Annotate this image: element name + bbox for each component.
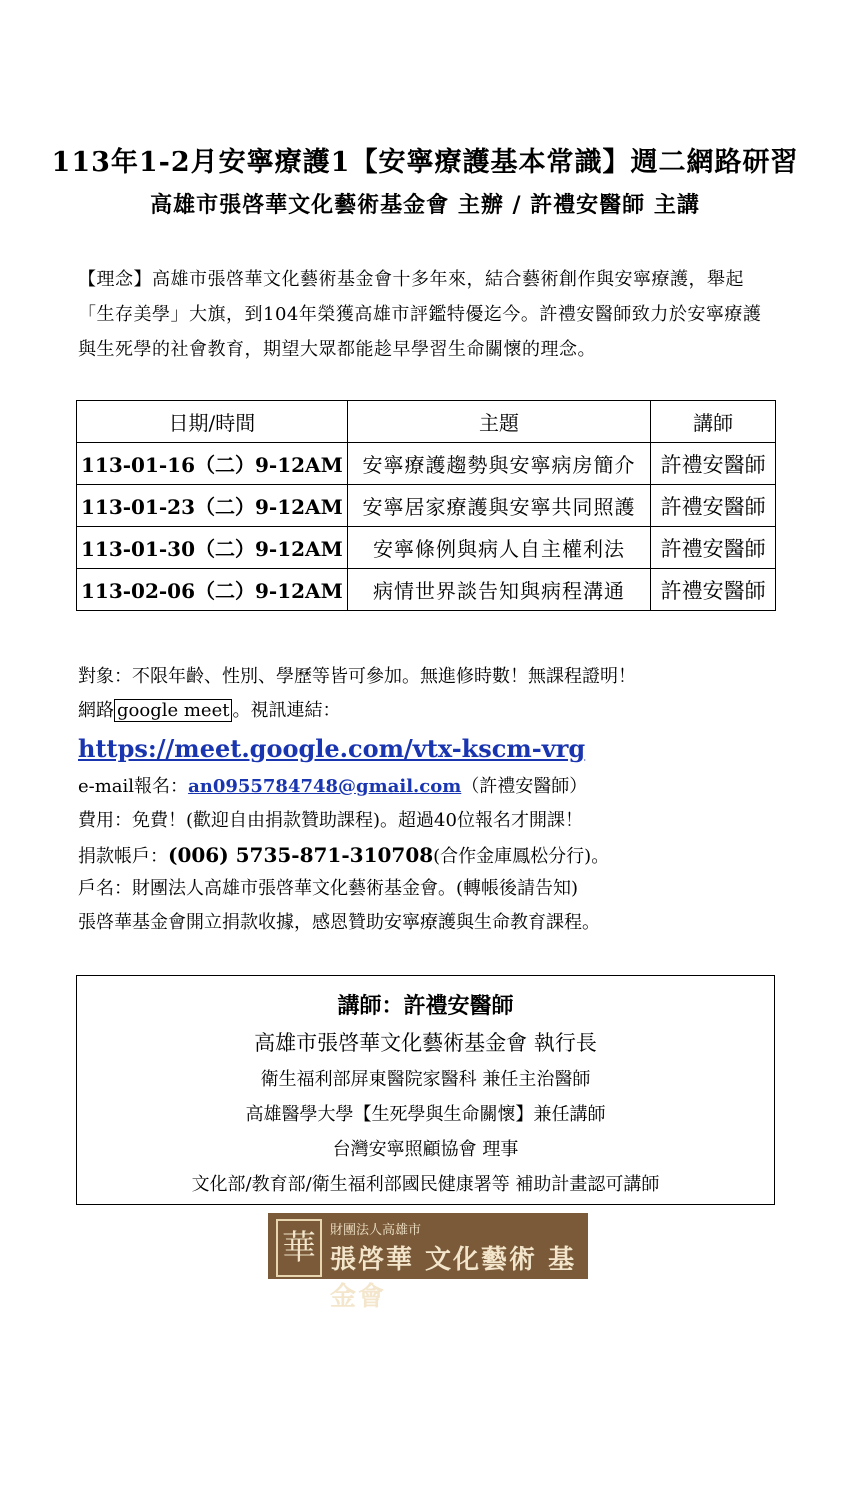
intro-paragraph: 【理念】高雄市張啓華文化藝術基金會十多年來，結合藝術創作與安寧療護，舉起「生存美學」大旗，到104年榮獲高雄市評鑑特優迄今。許禮安醫師致力於安寧療護與生死學的社會教育，期望大眾都能趁早學習生命關懷的理念。 <box>78 269 762 360</box>
account-line <box>78 838 798 872</box>
fee-line: 費用：免費！(歡迎自由捐款贊助課程)。超過40位報名才開課！ <box>78 810 583 831</box>
meet-link[interactable]: https://meet.google.com/vtx-kscm-vrg <box>78 734 586 763</box>
row-speaker: 許禮安醫師 <box>651 443 776 485</box>
foundation-logo <box>268 1213 588 1312</box>
speaker-credential: 文化部/教育部/衛生福利部國民健康署等 補助計畫認可講師 <box>191 1174 660 1195</box>
table-header-row <box>77 401 776 443</box>
info-section <box>78 660 798 940</box>
row-speaker: 許禮安醫師 <box>651 569 776 611</box>
schedule-table <box>76 400 776 611</box>
header-speaker: 講師 <box>651 401 776 443</box>
row-speaker: 許禮安醫師 <box>651 485 776 527</box>
table-row <box>77 443 776 485</box>
page-title: 113年1-2月安寧療護1【安寧療護基本常識】週二網路研習 <box>51 147 799 178</box>
account-prefix: 捐款帳戶： <box>78 846 168 867</box>
speaker-credential: 高雄醫學大學【生死學與生命關懷】兼任講師 <box>245 1104 606 1125</box>
header-date: 日期/時間 <box>77 401 348 443</box>
logo-name: 張啓華 文化藝術 基金會 <box>330 1245 577 1312</box>
table-row <box>77 527 776 569</box>
email-line <box>78 770 798 804</box>
speaker-credential: 衛生福利部屏東醫院家醫科 兼任主治醫師 <box>260 1069 591 1090</box>
logo-small-text: 財團法人高雄市 <box>330 1223 422 1238</box>
speaker-title: 講師：許禮安醫師 <box>337 993 514 1019</box>
row-topic: 安寧居家療護與安寧共同照護 <box>347 485 651 527</box>
row-topic: 病情世界談告知與病程溝通 <box>347 569 651 611</box>
audience-line: 對象：不限年齡、性別、學歷等皆可參加。無進修時數！無課程證明！ <box>78 666 636 687</box>
table-row <box>77 569 776 611</box>
row-date: 113-01-23（二）9-12AM <box>77 485 348 527</box>
row-date: 113-01-30（二）9-12AM <box>77 527 348 569</box>
email-prefix: e-mail報名： <box>78 776 189 797</box>
page-subtitle: 高雄市張啓華文化藝術基金會 主辦 / 許禮安醫師 主講 <box>150 192 700 218</box>
row-date: 113-02-06（二）9-12AM <box>77 569 348 611</box>
receipt-line: 張啓華基金會開立捐款收據，感恩贊助安寧療護與生命教育課程。 <box>78 912 600 933</box>
row-topic: 安寧療護趨勢與安寧病房簡介 <box>347 443 651 485</box>
network-suffix: 。視訊連結： <box>232 700 341 721</box>
account-suffix: (合作金庫鳳松分行)。 <box>433 846 610 867</box>
header-topic: 主題 <box>347 401 651 443</box>
email-suffix: （許禮安醫師） <box>461 776 588 797</box>
email-link[interactable]: an0955784748@gmail.com <box>188 776 462 797</box>
table-row <box>77 485 776 527</box>
speaker-credential: 高雄市張啓華文化藝術基金會 執行長 <box>254 1031 597 1055</box>
logo-seal-icon: 華 <box>276 1219 322 1277</box>
network-tool: google meet <box>114 699 232 722</box>
speaker-credential: 台灣安寧照顧協會 理事 <box>332 1139 519 1160</box>
account-name-line: 戶名：財團法人高雄市張啓華文化藝術基金會。(轉帳後請告知) <box>78 878 579 899</box>
network-line <box>78 694 798 728</box>
row-topic: 安寧條例與病人自主權利法 <box>347 527 651 569</box>
speaker-box <box>76 975 775 1205</box>
network-prefix: 網路 <box>78 700 114 721</box>
row-date: 113-01-16（二）9-12AM <box>77 443 348 485</box>
row-speaker: 許禮安醫師 <box>651 527 776 569</box>
account-number: (006) 5735-871-310708 <box>168 843 434 867</box>
